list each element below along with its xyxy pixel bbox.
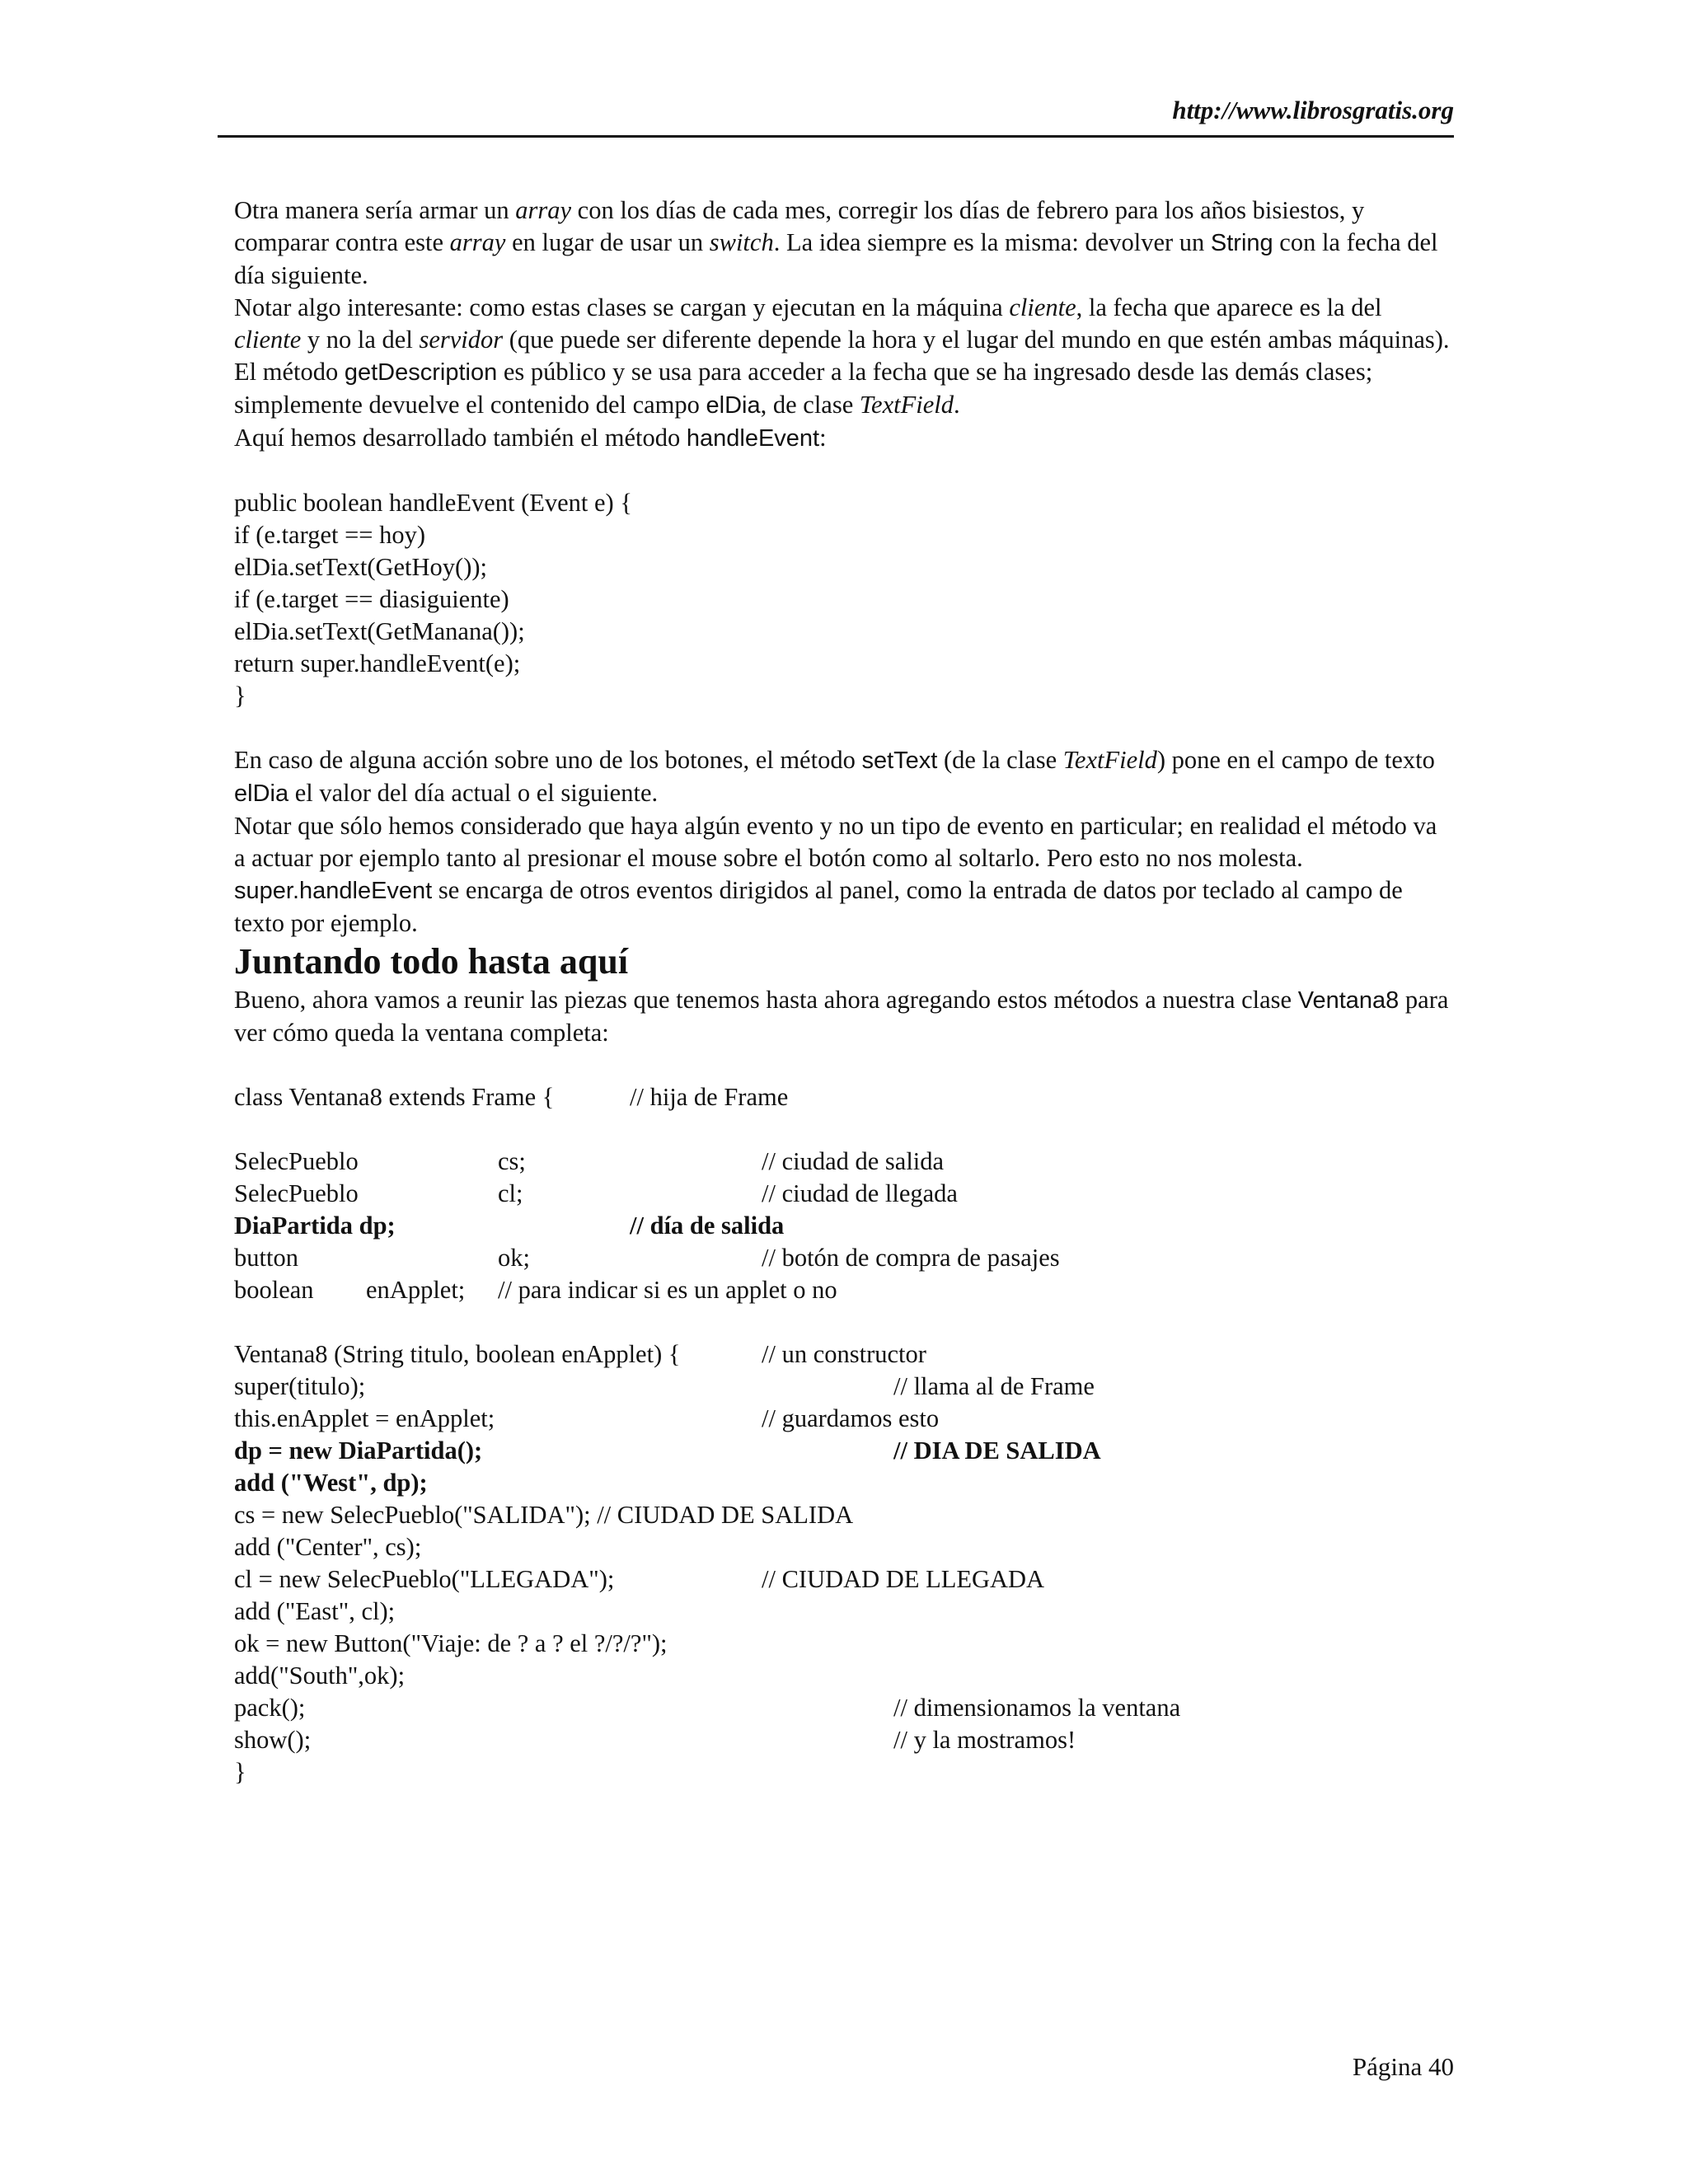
code-text: add("South",ok); — [234, 1661, 406, 1690]
code-line — [234, 1531, 1454, 1563]
paragraph-event-note — [234, 810, 1454, 874]
paragraph-array-alternative — [234, 194, 1454, 292]
code-line — [234, 1596, 1454, 1628]
code-comment: // ciudad de salida — [762, 1147, 945, 1175]
code-text: class Ventana8 extends Frame { — [234, 1083, 555, 1111]
emphasis: servidor — [419, 326, 504, 354]
page-content — [234, 194, 1454, 1788]
code-line — [234, 1724, 1454, 1756]
code-comment: // para indicar si es un applet o no — [498, 1276, 837, 1304]
paragraph-settext — [234, 744, 1454, 810]
emphasis: TextField — [859, 391, 954, 419]
code-line — [234, 1178, 1454, 1210]
code-comment: // ciudad de llegada — [762, 1179, 958, 1207]
code-line — [234, 1210, 1454, 1242]
text: Notar que sólo hemos considerado que haya algún evento y no un tipo de evento en particular; en realidad el método va a actuar por ejemplo tanto al presionar el mouse sobre el botón como al soltarlo. Pero esto no nos molesta. — [234, 812, 1437, 872]
code-comment: // CIUDAD DE LLEGADA — [762, 1565, 1045, 1593]
code-line — [234, 1371, 1454, 1403]
code-line — [234, 1628, 1454, 1660]
emphasis: TextField — [1062, 746, 1157, 774]
code-text: cl = new SelecPueblo("LLEGADA"); — [234, 1565, 615, 1593]
text: con los días de cada mes, corregir los días de febrero para los años bisiestos, y comparar contra este — [234, 196, 1365, 256]
text: Bueno, ahora vamos a reunir las piezas que tenemos hasta ahora agregando estos métodos a nuestra clase — [234, 986, 1298, 1014]
paragraph-getdescription — [234, 356, 1454, 422]
text: es público y se usa para acceder a la fecha que se ha ingresado desde las demás clases; simplemente devuelve el contenido del campo — [234, 358, 1373, 419]
code-line — [234, 1242, 1454, 1274]
emphasis: array — [449, 228, 506, 256]
code-type: DiaPartida dp; — [234, 1212, 396, 1240]
text: (que puede ser diferente depende la hora y el lugar del mundo en que estén ambas máquinas). — [503, 326, 1450, 354]
code-text: show(); — [234, 1726, 312, 1754]
section-heading: Juntando todo hasta aquí — [234, 941, 629, 982]
text: (de la clase — [937, 746, 1063, 774]
code-text: pack(); — [234, 1694, 306, 1722]
code-text: add ("West", dp); — [234, 1469, 428, 1497]
code-line — [234, 1499, 1454, 1531]
code-term: Ventana8 — [1297, 987, 1400, 1014]
text: para ver cómo queda la ventana completa: — [234, 986, 1449, 1047]
code-text: add ("East", cl); — [234, 1597, 396, 1625]
text: con la fecha del día siguiente. — [234, 228, 1438, 289]
code-type: boolean — [234, 1276, 314, 1304]
code-line — [234, 1756, 1454, 1788]
emphasis: cliente — [1009, 293, 1076, 321]
paragraph-super-handleevent — [234, 874, 1454, 940]
emphasis: switch — [709, 228, 774, 256]
code-name: cs; — [498, 1147, 526, 1175]
code-term: super.handleEvent — [234, 878, 433, 904]
text: Aquí hemos desarrollado también el método — [234, 424, 687, 452]
code-line — [234, 1081, 1454, 1113]
code-text: dp = new DiaPartida(); — [234, 1436, 483, 1465]
code-line: elDia.setText(GetHoy()); — [234, 553, 487, 581]
text: y no la del — [301, 326, 420, 354]
code-name: cl; — [498, 1179, 523, 1207]
code-text: this.enApplet = enApplet; — [234, 1404, 495, 1432]
code-block-ventana8 — [234, 1081, 1454, 1788]
emphasis: array — [515, 196, 572, 224]
code-line — [234, 1403, 1454, 1435]
text: . La idea siempre es la misma: devolver un — [773, 228, 1211, 256]
code-line — [234, 1338, 1454, 1371]
code-term: elDia — [706, 392, 761, 419]
text: , la fecha que aparece es la del — [1076, 293, 1382, 321]
code-text: Ventana8 (String titulo, boolean enApplet) { — [234, 1340, 681, 1368]
header-rule — [218, 135, 1454, 138]
code-name: enApplet; — [366, 1276, 466, 1304]
code-text: } — [234, 1758, 246, 1786]
code-term: getDescription — [344, 359, 498, 386]
code-line: } — [234, 682, 246, 710]
paragraph-client-date — [234, 292, 1454, 356]
code-comment: // DIA DE SALIDA — [893, 1436, 1101, 1465]
text: . — [953, 391, 960, 419]
code-line — [234, 1563, 1454, 1596]
code-line — [234, 1467, 1454, 1499]
code-line — [234, 1692, 1454, 1724]
code-line — [234, 1274, 1454, 1306]
code-term: handleEvent — [686, 425, 820, 452]
code-line: elDia.setText(GetManana()); — [234, 617, 525, 645]
code-text: ok = new Button("Viaje: de ? a ? el ?/?/?"); — [234, 1629, 668, 1657]
text: El método — [234, 358, 345, 386]
code-line — [234, 1660, 1454, 1692]
text: ) pone en el campo de texto — [1156, 746, 1435, 774]
text: en lugar de usar un — [505, 228, 710, 256]
code-comment: // guardamos esto — [762, 1404, 940, 1432]
code-text: cs = new SelecPueblo("SALIDA"); // CIUDAD DE SALIDA — [234, 1501, 854, 1529]
code-term: String — [1210, 230, 1273, 256]
header-url: http://www.librosgratis.org — [1172, 96, 1454, 124]
code-comment: // botón de compra de pasajes — [762, 1244, 1060, 1272]
code-term: setText — [861, 748, 938, 774]
code-comment: // hija de Frame — [630, 1083, 789, 1111]
code-comment: // y la mostramos! — [893, 1726, 1076, 1754]
code-line — [234, 1146, 1454, 1178]
text: se encarga de otros eventos dirigidos al panel, como la entrada de datos por teclado al campo de texto por ejemplo. — [234, 876, 1403, 937]
code-line: return super.handleEvent(e); — [234, 649, 521, 677]
code-text: add ("Center", cs); — [234, 1533, 422, 1561]
text: Notar algo interesante: como estas clases se cargan y ejecutan en la máquina — [234, 293, 1010, 321]
code-comment: // llama al de Frame — [893, 1372, 1095, 1400]
emphasis: cliente — [234, 326, 302, 354]
code-line: public boolean handleEvent (Event e) { — [234, 489, 632, 517]
text: , de clase — [760, 391, 860, 419]
paragraph-assemble — [234, 984, 1454, 1049]
code-line: if (e.target == diasiguiente) — [234, 585, 509, 613]
code-text: super(titulo); — [234, 1372, 366, 1400]
code-comment: // dimensionamos la ventana — [893, 1694, 1181, 1722]
text: En caso de alguna acción sobre uno de los botones, el método — [234, 746, 862, 774]
code-term: elDia — [234, 780, 289, 807]
code-type: SelecPueblo — [234, 1179, 359, 1207]
code-line: if (e.target == hoy) — [234, 521, 426, 549]
code-block-handleevent — [234, 487, 1454, 712]
text: el valor del día actual o el siguiente. — [288, 779, 659, 807]
text: Otra manera sería armar un — [234, 196, 516, 224]
page-number: Página 40 — [1352, 2052, 1454, 2081]
code-type: button — [234, 1244, 298, 1272]
text: : — [819, 424, 827, 452]
paragraph-handleevent-intro — [234, 422, 1454, 455]
code-comment: // un constructor — [762, 1340, 926, 1368]
code-line — [234, 1435, 1454, 1467]
code-name: ok; — [498, 1244, 530, 1272]
code-type: SelecPueblo — [234, 1147, 359, 1175]
code-comment: // día de salida — [630, 1212, 785, 1240]
